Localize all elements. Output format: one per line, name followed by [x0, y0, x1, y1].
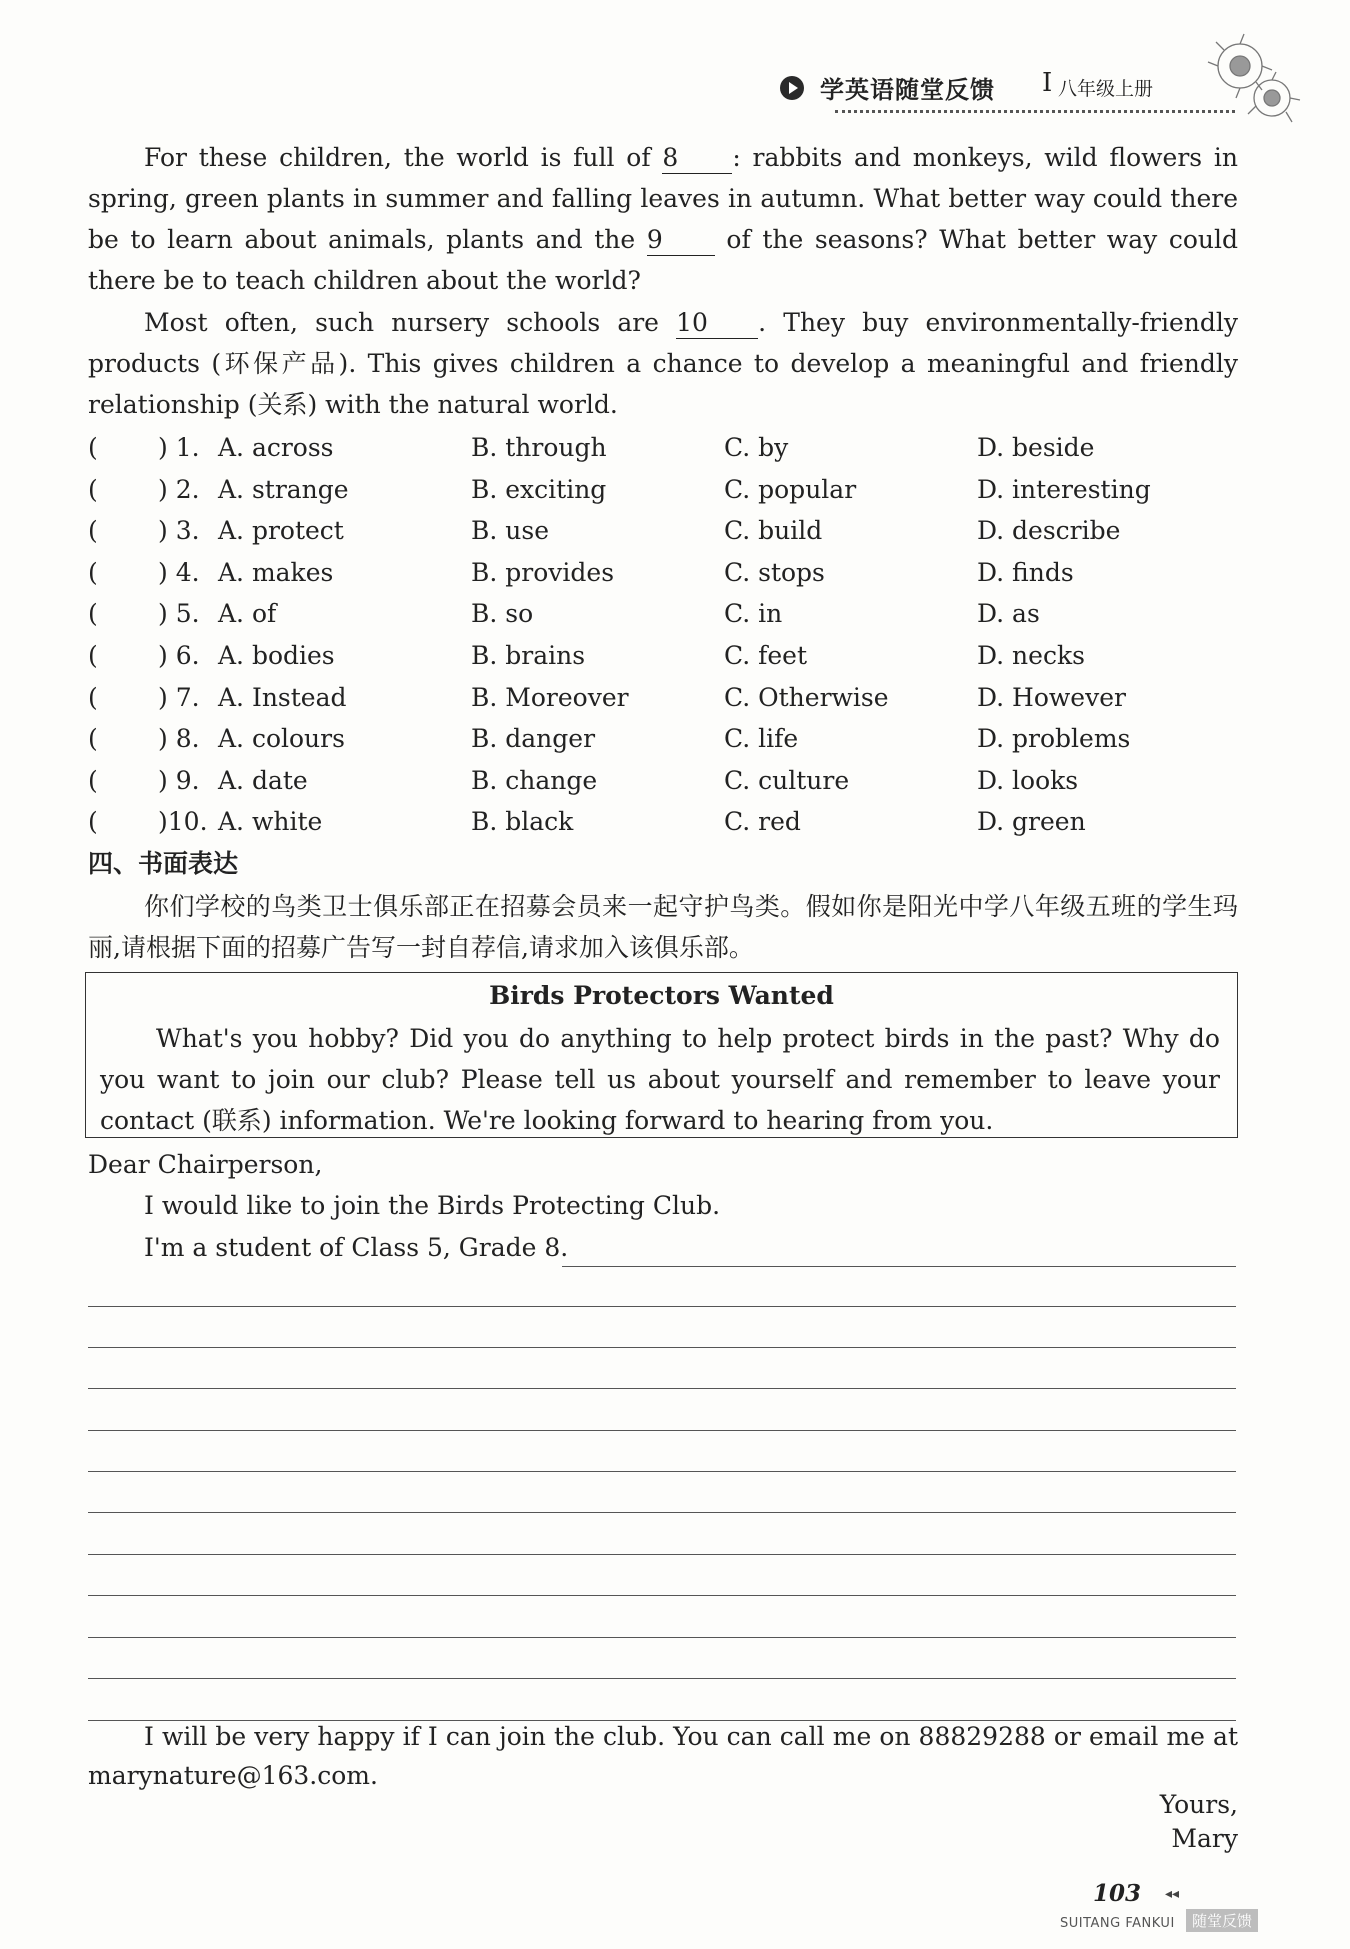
- double-arrow-left-icon: ◂◂: [1165, 1886, 1180, 1902]
- footer-brand-cn: 随堂反馈: [1186, 1909, 1258, 1932]
- option-b: B. through: [471, 433, 607, 462]
- option-row: [88, 427, 1238, 469]
- answer-blank[interactable]: (: [88, 474, 98, 504]
- question-number: ) 8.: [158, 724, 200, 754]
- answer-blank[interactable]: (: [88, 516, 98, 546]
- option-c: C. Otherwise: [724, 682, 889, 712]
- header-separator: I: [1042, 68, 1053, 98]
- option-a: A. Instead: [218, 682, 347, 712]
- writing-line[interactable]: [88, 1637, 1236, 1638]
- question-number: ) 6.: [158, 640, 200, 670]
- option-a: A. of: [218, 599, 277, 629]
- option-c: C. by: [724, 433, 789, 462]
- question-number: ) 1.: [158, 433, 200, 462]
- question-number: )10.: [158, 807, 208, 837]
- option-d: D. green: [977, 807, 1086, 837]
- option-row: [88, 677, 1238, 719]
- header-dotted-rule: [835, 110, 1235, 113]
- question-number: ) 2.: [158, 474, 200, 504]
- option-b: B. provides: [471, 557, 615, 587]
- writing-line[interactable]: [88, 1430, 1236, 1431]
- option-b: B. exciting: [471, 474, 607, 504]
- option-c: C. stops: [724, 557, 825, 587]
- option-b: B. danger: [471, 724, 596, 754]
- question-number: ) 5.: [158, 599, 200, 629]
- option-d: D. necks: [977, 640, 1085, 670]
- letter-line: I would like to join the Birds Protecting Club.: [144, 1191, 721, 1220]
- advert-title: Birds Protectors Wanted: [489, 981, 834, 1010]
- letter-line: I'm a student of Class 5, Grade 8.: [144, 1233, 569, 1262]
- section-title: 四、书面表达: [88, 849, 239, 878]
- page-number: 103: [1093, 1880, 1142, 1907]
- option-row: [88, 718, 1238, 760]
- answer-blank[interactable]: (: [88, 433, 98, 462]
- option-b: B. Moreover: [471, 682, 629, 712]
- answer-blank[interactable]: (: [88, 682, 98, 712]
- option-row: [88, 760, 1238, 802]
- option-d: D. problems: [977, 724, 1131, 754]
- option-a: A. date: [218, 765, 308, 795]
- advert-body: What's you hobby? Did you do anything to help protect birds in the past? Why do you want to join our club? Please tell us about yourself and remember to leave your contact (联系) information. We're looking forward to hearing from you.: [100, 1024, 1220, 1135]
- option-c: C. culture: [724, 765, 850, 795]
- answer-blank[interactable]: (: [88, 557, 98, 587]
- option-d: D. interesting: [977, 474, 1151, 504]
- option-a: A. strange: [218, 474, 349, 504]
- option-c: C. life: [724, 724, 799, 754]
- option-c: C. build: [724, 516, 823, 546]
- option-a: A. protect: [218, 516, 344, 546]
- blank-9: 9: [647, 225, 715, 256]
- option-row: [88, 801, 1238, 843]
- page-header: [780, 62, 1260, 122]
- option-row: [88, 510, 1238, 552]
- question-number: ) 9.: [158, 765, 200, 795]
- option-a: A. bodies: [218, 640, 335, 670]
- advert-box: [85, 972, 1238, 1138]
- writing-line[interactable]: [88, 1306, 1236, 1307]
- question-number: ) 4.: [158, 557, 200, 587]
- passage-paragraph-2: [88, 302, 1238, 425]
- option-c: C. red: [724, 807, 801, 837]
- blank-8: 8: [662, 143, 732, 174]
- passage-paragraph-1: [88, 137, 1238, 301]
- question-number: ) 3.: [158, 516, 200, 546]
- option-d: D. looks: [977, 765, 1079, 795]
- option-row: [88, 552, 1238, 594]
- option-c: C. popular: [724, 474, 857, 504]
- writing-line[interactable]: [88, 1554, 1236, 1555]
- sunflower-decoration-icon: [1200, 28, 1310, 138]
- answer-blank[interactable]: (: [88, 807, 98, 837]
- option-d: D. beside: [977, 433, 1095, 462]
- option-d: D. However: [977, 682, 1126, 712]
- option-d: D. describe: [977, 516, 1121, 546]
- answer-options: [88, 427, 1238, 843]
- question-number: ) 7.: [158, 682, 200, 712]
- option-b: B. so: [471, 599, 534, 629]
- blank-10: 10: [676, 308, 758, 339]
- passage-text: For these children, the world is full of: [144, 143, 663, 172]
- answer-blank[interactable]: (: [88, 724, 98, 754]
- writing-line[interactable]: [562, 1266, 1236, 1267]
- option-row: [88, 635, 1238, 677]
- writing-line[interactable]: [88, 1595, 1236, 1596]
- letter-closing-paragraph: I will be very happy if I can join the club. You can call me on 88829288 or email me at marynature@163.com.: [88, 1722, 1238, 1790]
- passage-text: : rabbits and monkeys, wild flowers in spring, green plants in summer and falling leaves in autumn. What better way could there be to learn about animals, plants and the: [88, 143, 1238, 254]
- letter-salutation: Dear Chairperson,: [88, 1150, 323, 1179]
- option-b: B. change: [471, 765, 598, 795]
- letter-signoff: Yours,: [1159, 1790, 1238, 1819]
- answer-blank[interactable]: (: [88, 640, 98, 670]
- footer-brand-en: SUITANG FANKUI: [1060, 1916, 1175, 1931]
- option-c: C. in: [724, 599, 783, 629]
- option-a: A. white: [218, 807, 323, 837]
- writing-line[interactable]: [88, 1347, 1236, 1348]
- option-a: A. makes: [218, 557, 334, 587]
- letter-signature: Mary: [1171, 1824, 1238, 1853]
- writing-line[interactable]: [88, 1471, 1236, 1472]
- writing-line[interactable]: [88, 1678, 1236, 1679]
- option-d: D. finds: [977, 557, 1074, 587]
- option-b: B. brains: [471, 640, 586, 670]
- writing-instruction: 你们学校的鸟类卫士俱乐部正在招募会员来一起守护鸟类。假如你是阳光中学八年级五班的学生玛丽,请根据下面的招募广告写一封自荐信,请求加入该俱乐部。: [88, 892, 1238, 962]
- answer-blank[interactable]: (: [88, 599, 98, 629]
- option-a: A. across: [218, 433, 334, 462]
- option-row: [88, 593, 1238, 635]
- writing-line[interactable]: [88, 1388, 1236, 1389]
- option-a: A. colours: [218, 724, 345, 754]
- option-d: D. as: [977, 599, 1040, 629]
- option-b: B. black: [471, 807, 574, 837]
- writing-line[interactable]: [88, 1512, 1236, 1513]
- passage-text: Most often, such nursery schools are: [144, 308, 677, 337]
- option-c: C. feet: [724, 640, 808, 670]
- passage-text: of the seasons? What better way could there be to teach children about the world?: [88, 225, 1238, 295]
- book-subtitle: 八年级上册: [1058, 78, 1154, 100]
- option-b: B. use: [471, 516, 549, 546]
- play-icon: [780, 76, 804, 100]
- passage-text: . They buy environmentally-friendly products (环保产品). This gives children a chance to develop a meaningful and friendly relationship (关系) with the natural world.: [88, 308, 1238, 419]
- book-title: 学英语随堂反馈: [820, 76, 995, 104]
- answer-blank[interactable]: (: [88, 765, 98, 795]
- option-row: [88, 469, 1238, 511]
